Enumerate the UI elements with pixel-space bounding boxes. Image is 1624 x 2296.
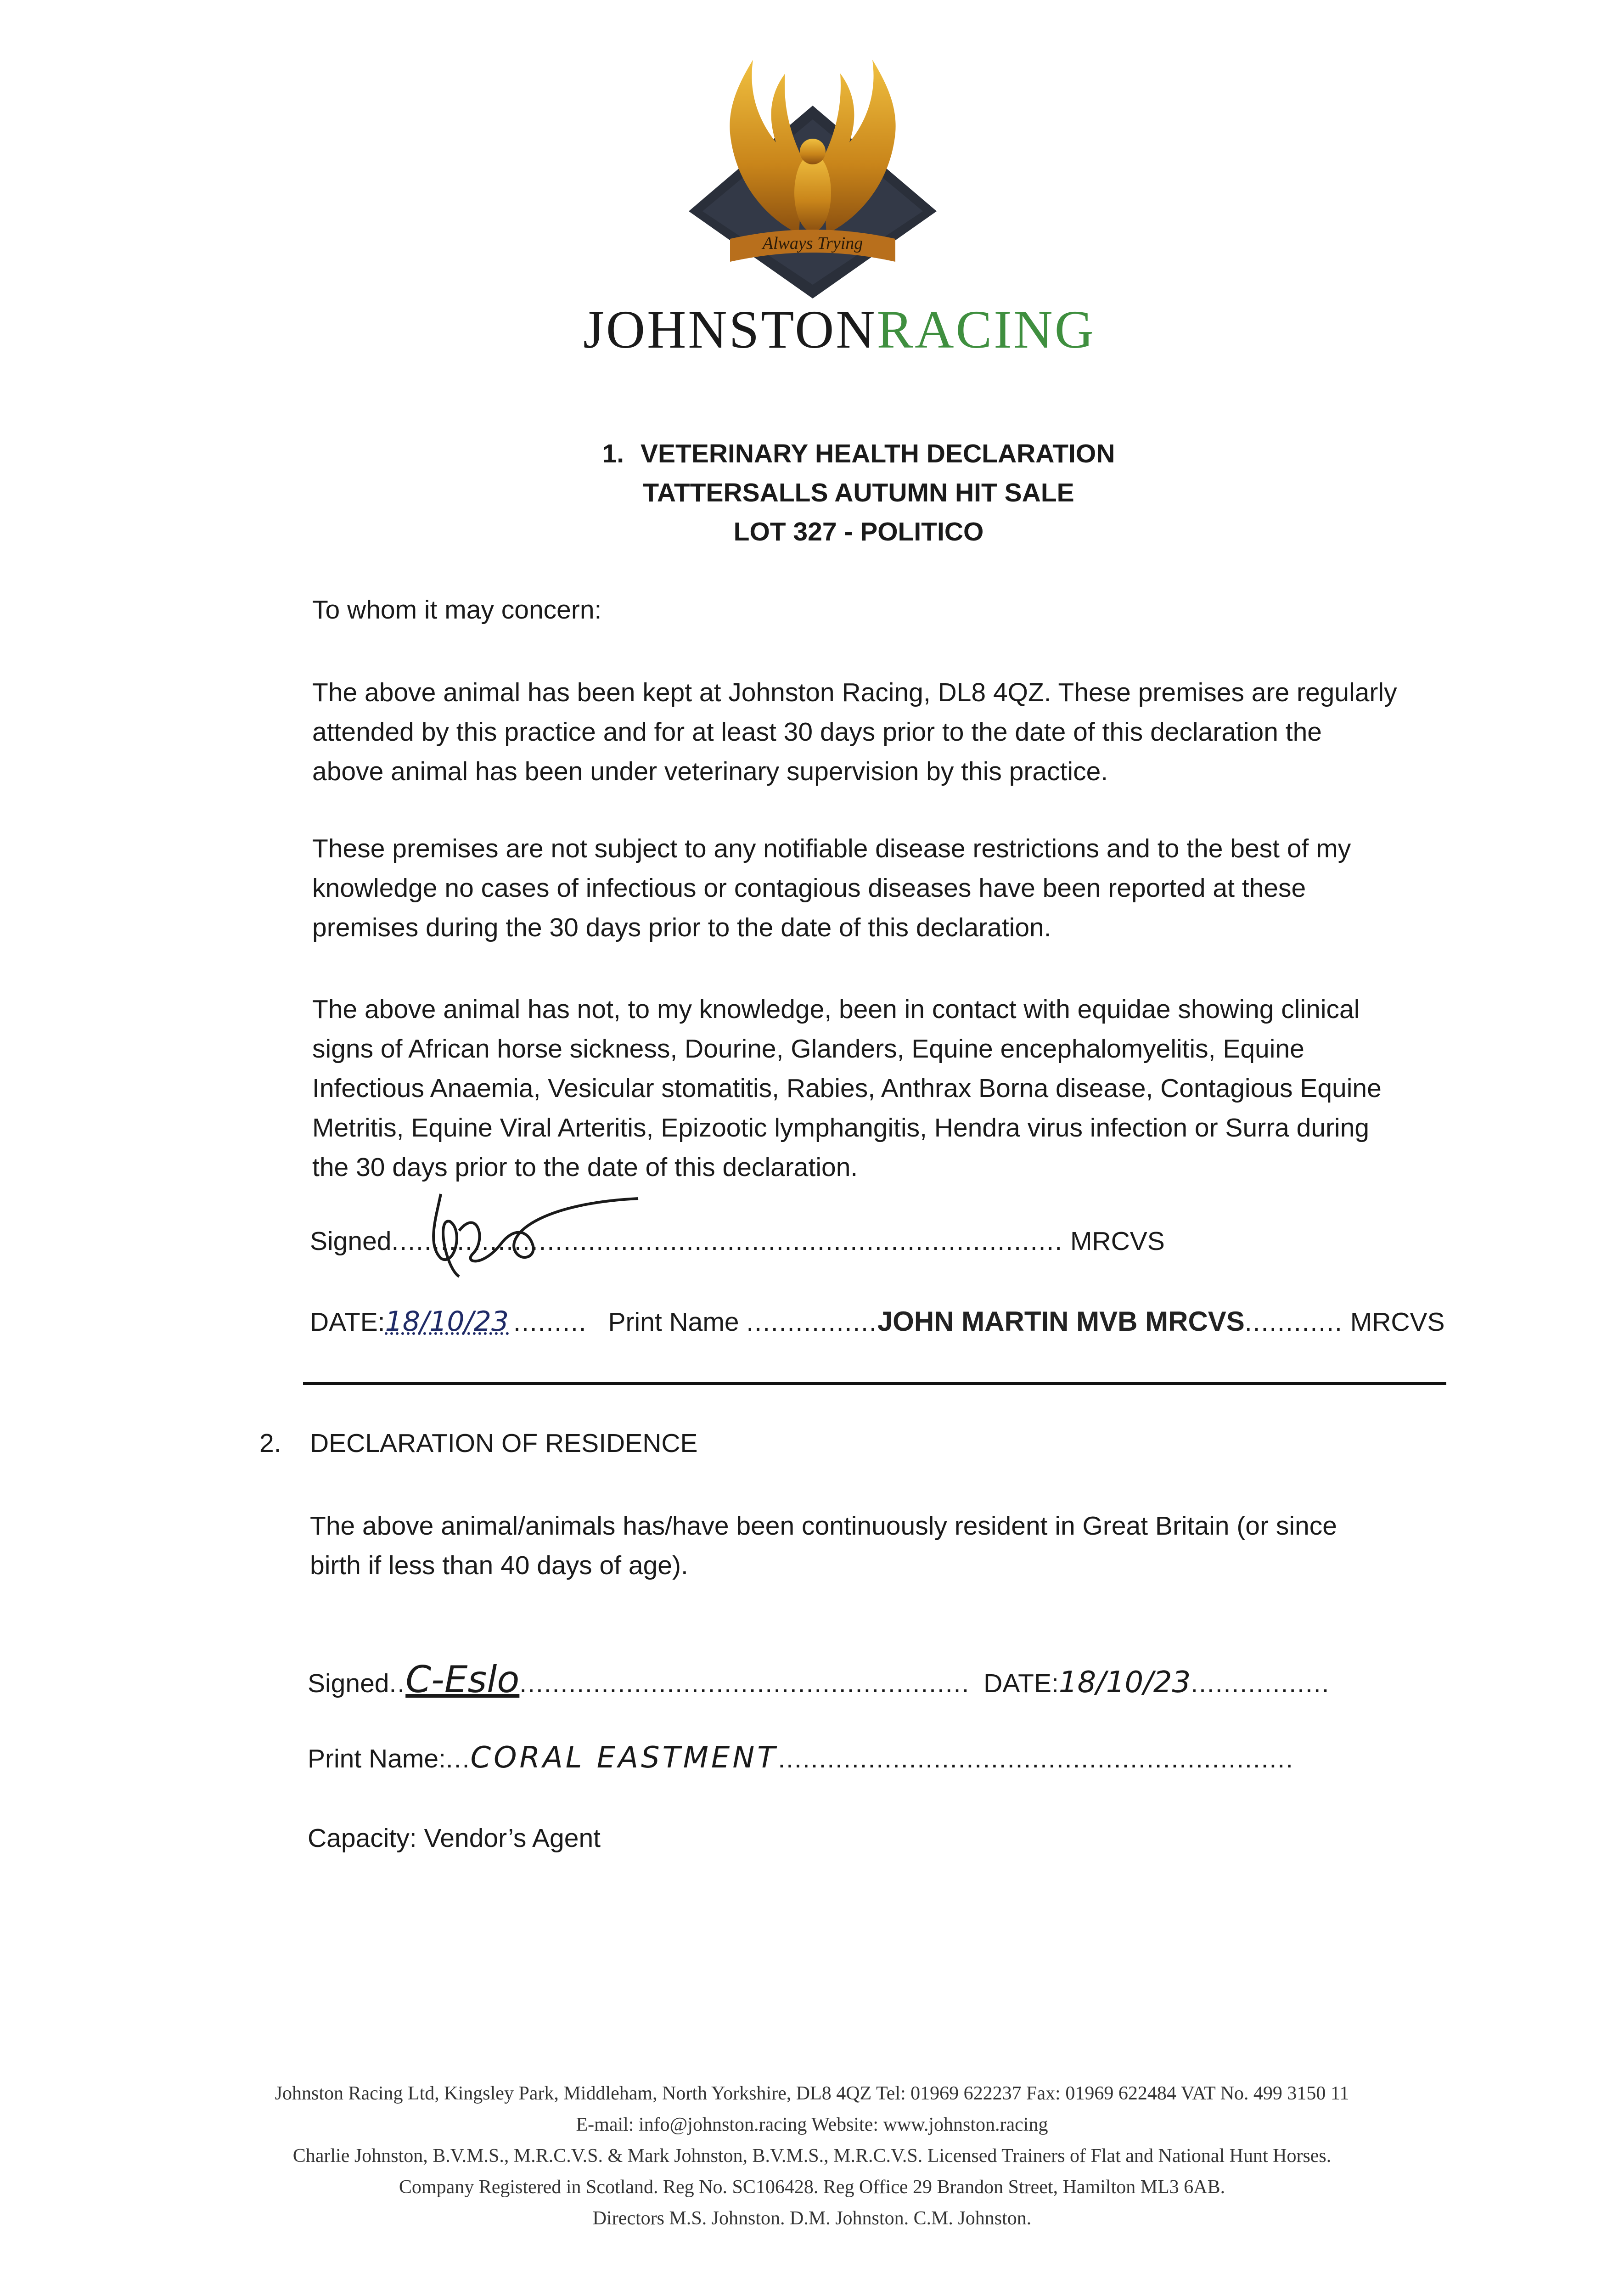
paragraph-3-line: The above animal has not, to my knowledge, been in contact with equidae showing clinical [312, 995, 1360, 1024]
section1-number: 1. [602, 439, 624, 468]
logo-name-johnston: JOHNSTON [583, 299, 877, 360]
vet-print-name-value: JOHN MARTIN MVB MRCVS [877, 1306, 1245, 1337]
vet-signed-suffix: MRCVS [1070, 1227, 1165, 1256]
logo-emblem-icon [661, 41, 964, 298]
paragraph-3-line: signs of African horse sickness, Dourine, Glanders, Equine encephalomyelitis, Equine [312, 1034, 1304, 1064]
paragraph-3-line: Metritis, Equine Viral Arteritis, Epizootic lymphangitis, Hendra virus infection or Surra during [312, 1113, 1370, 1142]
vet-signature-icon [409, 1176, 684, 1286]
footer-directors: Directors M.S. Johnston. D.M. Johnston. C.M. Johnston. [592, 2208, 1032, 2229]
logo-motto: Always Trying [762, 234, 863, 253]
paragraph-2 [312, 829, 1351, 947]
dotted-line: ................. [1191, 1669, 1330, 1698]
section2-paragraph-line: The above animal/animals has/have been continuously resident in Great Britain (or since [310, 1511, 1337, 1541]
agent-date-label: DATE: [983, 1669, 1059, 1698]
paragraph-2-line: These premises are not subject to any notifiable disease restrictions and to the best of my [312, 834, 1351, 863]
footer-trainers: Charlie Johnston, B.V.M.S., M.R.C.V.S. & Mark Johnston, B.V.M.S., M.R.C.V.S. Licensed Trainers of Flat and National Hunt Horses. [292, 2145, 1332, 2167]
agent-signed-row [308, 1660, 1455, 1703]
paragraph-2-line: premises during the 30 days prior to the date of this declaration. [312, 913, 1051, 942]
agent-print-name-value: CORAL EASTMENT [470, 1741, 778, 1775]
vet-print-name-suffix: MRCVS [1350, 1307, 1445, 1337]
agent-print-name-row [308, 1738, 1455, 1778]
paragraph-3-line: the 30 days prior to the date of this declaration. [312, 1153, 858, 1182]
vet-print-name-label: Print Name [608, 1307, 739, 1337]
dotted-line: ... [445, 1744, 471, 1773]
vet-date-label: DATE: [310, 1307, 385, 1337]
dotted-line: ....................................................... [519, 1669, 970, 1698]
paragraph-3-line: Infectious Anaemia, Vesicular stomatitis, Rabies, Anthrax Borna disease, Contagious Equine [312, 1074, 1382, 1103]
vet-date-value: 18/10/23 [385, 1306, 509, 1338]
footer [138, 2078, 1486, 2234]
section1-title-line2: TATTERSALLS AUTUMN HIT SALE [643, 478, 1074, 507]
section1-title-text: VETERINARY HEALTH DECLARATION [640, 439, 1115, 468]
vet-date-row [310, 1302, 1458, 1342]
salutation: To whom it may concern: [312, 595, 602, 625]
logo-wordmark [583, 298, 1096, 361]
agent-capacity: Capacity: Vendor’s Agent [308, 1823, 601, 1853]
dotted-line: ......... [513, 1307, 587, 1337]
paragraph-3 [312, 990, 1382, 1187]
paragraph-1-line: above animal has been under veterinary supervision by this practice. [312, 757, 1108, 786]
logo [661, 41, 964, 298]
section2-title: DECLARATION OF RESIDENCE [310, 1429, 698, 1458]
paragraph-1 [312, 673, 1397, 791]
dotted-line: ............ [1244, 1307, 1343, 1337]
agent-signature: C-Eslo [405, 1658, 520, 1701]
agent-print-name-label: Print Name: [308, 1744, 446, 1773]
paragraph-2-line: knowledge no cases of infectious or contagious diseases have been reported at these [312, 873, 1306, 903]
agent-signed-label: Signed [308, 1669, 389, 1698]
dotted-line: ................ [746, 1307, 877, 1337]
section2-number: 2. [259, 1429, 281, 1458]
footer-contact: E-mail: info@johnston.racing Website: www.johnston.racing [576, 2114, 1048, 2135]
vet-signed-label: Signed [310, 1227, 392, 1256]
section1-title-line3: LOT 327 - POLITICO [733, 517, 984, 546]
footer-registration: Company Registered in Scotland. Reg No. SC106428. Reg Office 29 Brandon Street, Hamilton ML3 6AB. [399, 2177, 1225, 2198]
section2-paragraph [310, 1506, 1337, 1585]
section2-paragraph-line: birth if less than 40 days of age). [310, 1551, 688, 1580]
dotted-line: ............................................................... [778, 1744, 1294, 1773]
section1-title-line1 [445, 439, 1272, 469]
dotted-line: .. [389, 1669, 406, 1698]
section-divider [303, 1382, 1446, 1385]
dotted-line: .................................................................................. [391, 1227, 1063, 1256]
agent-date-value: 18/10/23 [1058, 1666, 1191, 1699]
logo-name-racing: RACING [877, 299, 1096, 360]
footer-address: Johnston Racing Ltd, Kingsley Park, Middleham, North Yorkshire, DL8 4QZ Tel: 01969 622237 Fax: 01969 622484 VAT No. 499 3150 11 [275, 2083, 1349, 2104]
paragraph-1-line: The above animal has been kept at Johnston Racing, DL8 4QZ. These premises are regularly [312, 678, 1397, 707]
paragraph-1-line: attended by this practice and for at least 30 days prior to the date of this declaration the [312, 717, 1322, 747]
